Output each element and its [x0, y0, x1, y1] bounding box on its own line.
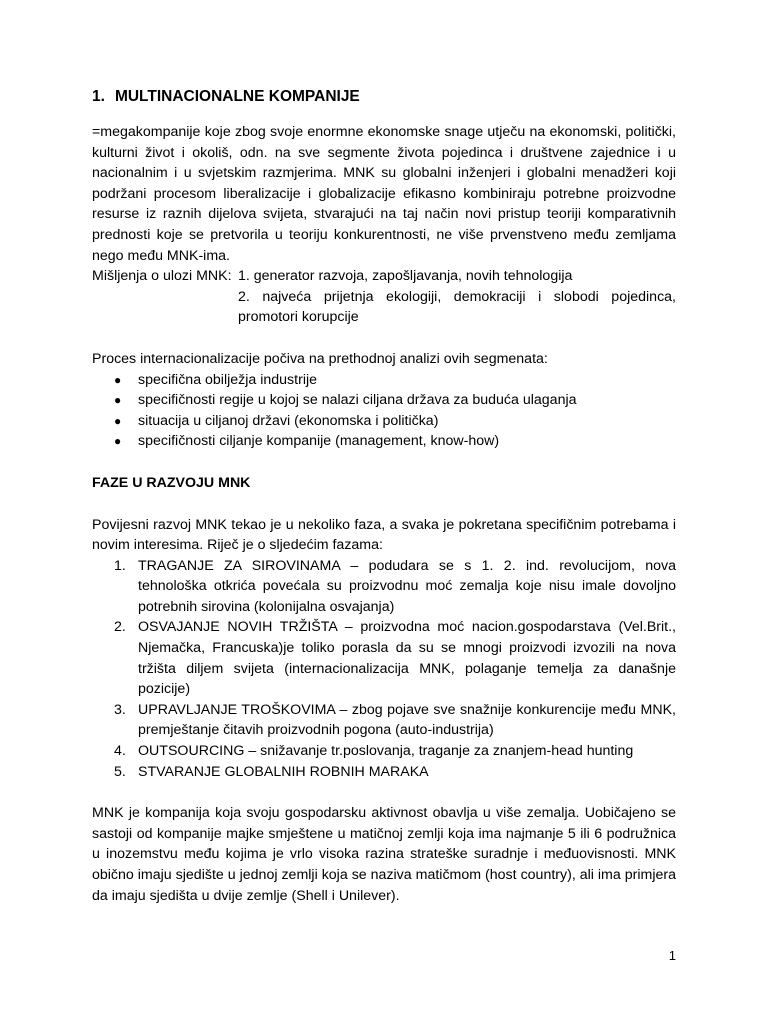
section-heading [92, 86, 676, 108]
list-item [114, 370, 676, 391]
phases-intro: Povijesni razvoj MNK tekao je u nekoliko faza, a svaka je pokretana specifičnim potrebama i novim interesima. Riječ je o sljedećim fazama: [92, 516, 676, 554]
list-number: 1. [114, 557, 126, 574]
phases-heading: FAZE U RAZVOJU MNK [92, 474, 251, 491]
list-item-text: TRAGANJE ZA SIROVINAMA – podudara se s 1. 2. ind. revolucijom, nova tehnološka otkrića povećala su proizvodnu moć zemalja koje nisu imale dovoljno potrebnih sirovina (kolonijalna osvajanja) [138, 557, 676, 615]
list-item-text: STVARANJE GLOBALNIH ROBNIH MARAKA [138, 763, 429, 780]
list-item-text: OUTSOURCING – snižavanje tr.poslovanja, traganje za znanjem-head hunting [138, 743, 634, 760]
list-item-text: situacija u ciljanoj državi (ekonomska i politička) [138, 412, 439, 429]
phases-list [92, 556, 676, 783]
list-item [114, 431, 676, 452]
list-item [114, 741, 676, 762]
opinions-block [92, 266, 676, 328]
list-number: 4. [114, 743, 126, 760]
list-number: 3. [114, 701, 126, 718]
list-item-text: UPRAVLJANJE TROŠKOVIMA – zbog pojave sve snažnije konkurencije među MNK, premještanje čitavih proizvodnih pogona (auto-industrija) [138, 701, 676, 739]
page-number: 1 [668, 948, 676, 963]
list-item [114, 700, 676, 741]
list-item [114, 762, 676, 783]
process-bullet-list [92, 370, 676, 452]
process-intro: Proces internacionalizacije počiva na prethodnoj analizi ovih segmenata: [92, 350, 548, 367]
closing-paragraph: MNK je kompanija koja svoju gospodarsku aktivnost obavlja u više zemalja. Uobičajeno se sastoji od kompanije majke smještene u matičnoj zemlji koja ima najmanje 5 ili 6 podružnica u inozemstvu među kojima je vrlo visoka razina strateške suradnje i međuovisnosti. MNK obično imaju sjedište u jednoj zemlji koja se naziva matičmom (host country), ali ima primjera da imaju sjedišta u dvije zemlje (Shell i Unilever). [92, 805, 676, 904]
definition-paragraph: =megakompanije koje zbog svoje enormne ekonomske snage utječu na ekonomski, politički, kulturni život i okoliš, odn. na sve segmente života pojedinca i društvene zajednice i u nacionalnim i u svjetskim razmjerima. MNK su globalni inženjeri i globalni menadžeri koji podržani procesom liberalizacije i globalizacije efikasno kombiniraju potrebne proizvodne resurse iz raznih dijelova svijeta, stvarajući na taj način novi pristup teoriji komparativnih prednosti koje se pretvorila u teoriju konkurentnosti, ne više prvenstveno među zemljama nego među MNK-ima. [92, 124, 676, 264]
list-item-text: specifična obilježja industrije [138, 371, 318, 388]
list-number: 5. [114, 763, 126, 780]
section-title: MULTINACIONALNE KOMPANIJE [114, 88, 360, 105]
list-item [114, 617, 676, 699]
list-item [114, 556, 676, 618]
opinions-list [238, 266, 676, 328]
list-item-text: specifičnosti regije u kojoj se nalazi ciljana država za buduća ulaganja [138, 392, 577, 409]
list-number: 2. [114, 619, 126, 636]
section-number: 1. [92, 88, 105, 105]
bullet-icon: ● [114, 413, 122, 428]
list-item-text: OSVAJANJE NOVIH TRŽIŠTA – proizvodna moć nacion.gospodarstava (Vel.Brit., Njemačka, Francuska)je toliko porasla da su se mnogi proizvodi izvozili na nova tržišta diljem svijeta (internacionalizacija MNK, polaganje temelja za današnje pozicije) [138, 619, 676, 698]
list-item [114, 390, 676, 411]
list-item-text: specifičnosti ciljanje kompanije (management, know-how) [138, 433, 500, 450]
bullet-icon: ● [114, 434, 122, 449]
bullet-icon: ● [114, 372, 122, 387]
opinions-label: Mišljenja o ulozi MNK: [92, 268, 232, 285]
bullet-icon: ● [114, 393, 122, 408]
opinion-item: 1. generator razvoja, zapošljavanja, novih tehnologija [238, 268, 573, 285]
opinion-item: 2. najveća prijetnja ekologiji, demokraciji i slobodi pojedinca, promotori korupcije [238, 288, 676, 326]
list-item [114, 411, 676, 432]
